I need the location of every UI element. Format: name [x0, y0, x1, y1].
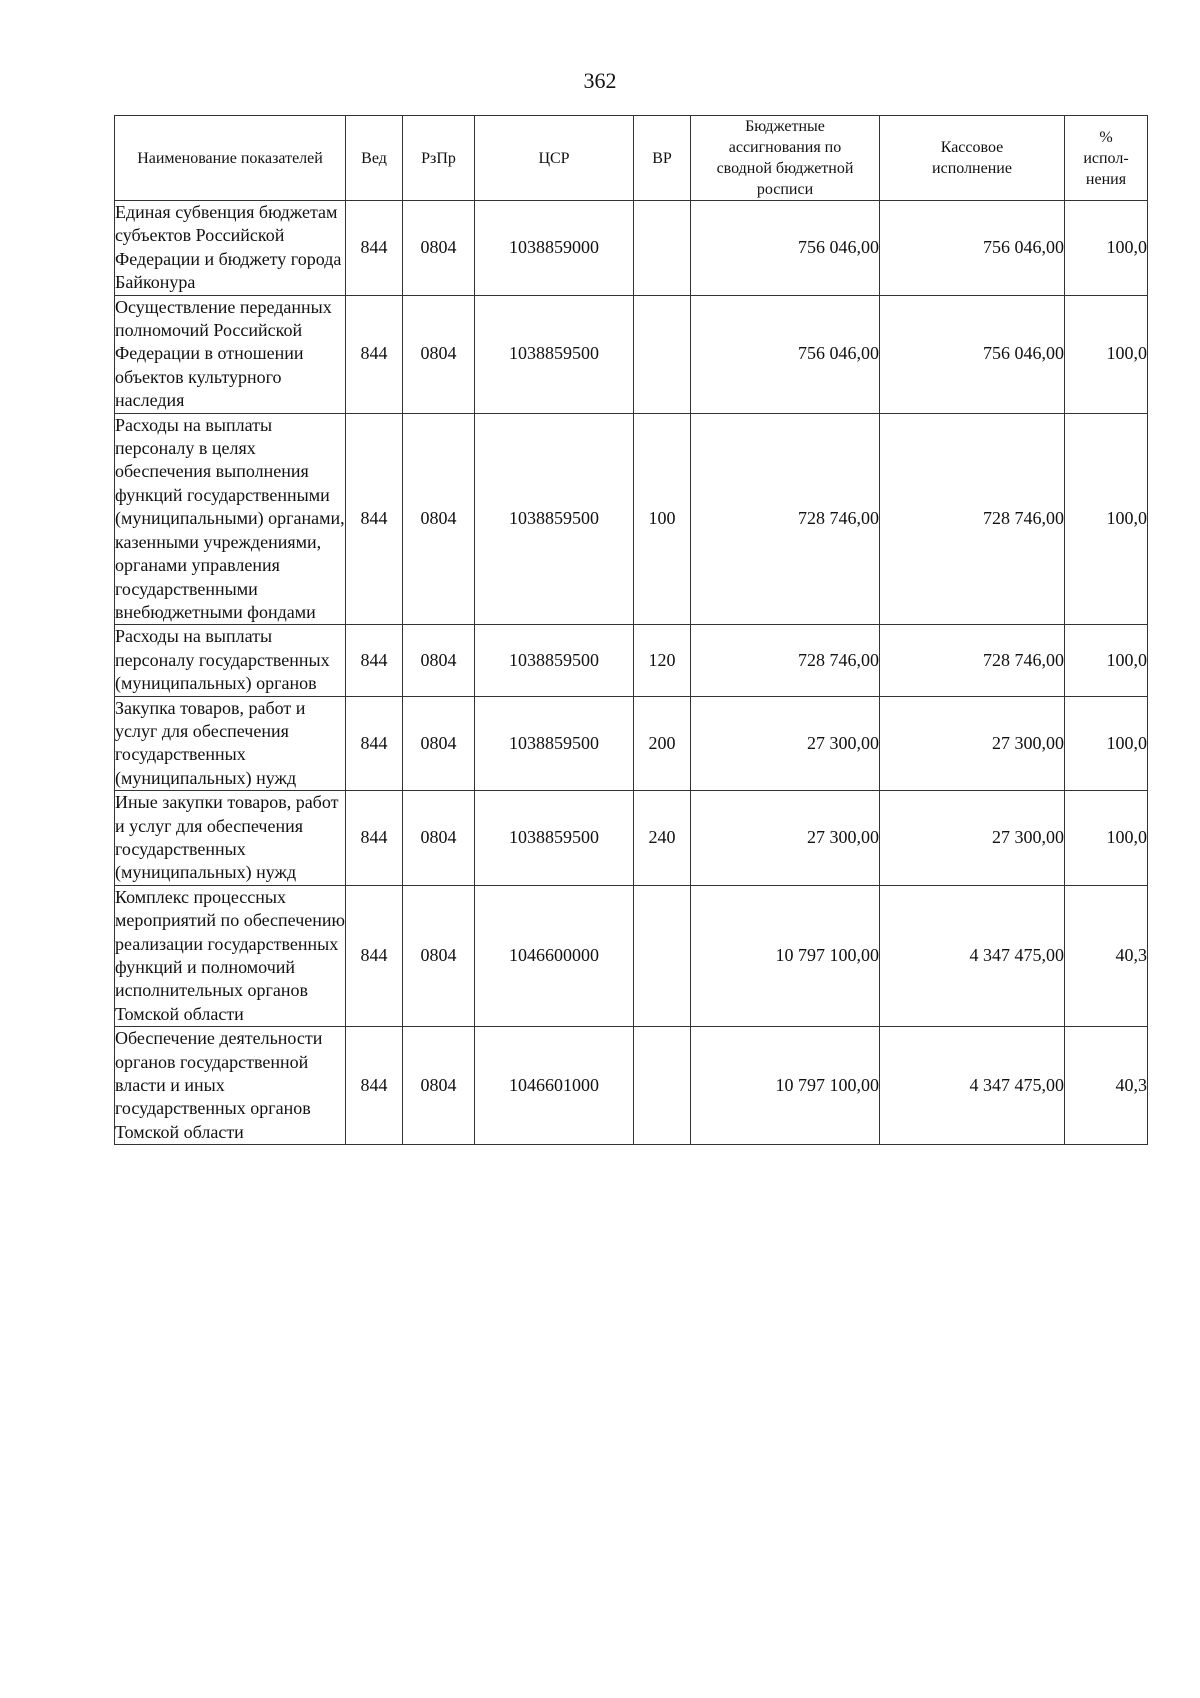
header-name: Наименование показателей	[115, 116, 346, 201]
row-cash: 27 300,00	[880, 791, 1065, 886]
row-budget: 27 300,00	[691, 791, 880, 886]
row-vr: 100	[634, 413, 691, 625]
row-pct: 100,0	[1065, 696, 1148, 791]
budget-execution-table	[114, 115, 1148, 1145]
row-name: Закупка товаров, работ и услуг для обеспечения государственных (муниципальных) нужд	[115, 696, 346, 791]
row-name: Расходы на выплаты персоналу государственных (муниципальных) органов	[115, 625, 346, 696]
row-pct: 100,0	[1065, 201, 1148, 296]
row-cash: 756 046,00	[880, 295, 1065, 413]
row-ved: 844	[346, 295, 403, 413]
table-row	[115, 1027, 1148, 1145]
row-csr: 1038859500	[475, 413, 634, 625]
header-cash: Кассовое исполнение	[880, 116, 1065, 201]
row-rzpr: 0804	[403, 1027, 475, 1145]
row-rzpr: 0804	[403, 625, 475, 696]
row-vr	[634, 295, 691, 413]
row-rzpr: 0804	[403, 791, 475, 886]
row-ved: 844	[346, 1027, 403, 1145]
row-ved: 844	[346, 201, 403, 296]
row-ved: 844	[346, 885, 403, 1026]
row-name: Иные закупки товаров, работ и услуг для обеспечения государственных (муниципальных) нужд	[115, 791, 346, 886]
row-budget: 756 046,00	[691, 201, 880, 296]
row-ved: 844	[346, 625, 403, 696]
header-vr: ВР	[634, 116, 691, 201]
row-pct: 100,0	[1065, 413, 1148, 625]
row-name: Расходы на выплаты персоналу в целях обеспечения выполнения функций государственными (муниципальными) органами, казенными учреждениями, органами управления государственными внебюджетными фондами	[115, 413, 346, 625]
header-csr: ЦСР	[475, 116, 634, 201]
table-row	[115, 791, 1148, 886]
row-name: Комплекс процессных мероприятий по обеспечению реализации государственных функций и полномочий исполнительных органов Томской области	[115, 885, 346, 1026]
header-ved: Вед	[346, 116, 403, 201]
row-cash: 756 046,00	[880, 201, 1065, 296]
row-budget: 728 746,00	[691, 625, 880, 696]
row-pct: 100,0	[1065, 791, 1148, 886]
row-csr: 1038859500	[475, 625, 634, 696]
row-csr: 1038859500	[475, 791, 634, 886]
row-pct: 40,3	[1065, 885, 1148, 1026]
row-ved: 844	[346, 696, 403, 791]
row-csr: 1046601000	[475, 1027, 634, 1145]
row-csr: 1038859000	[475, 201, 634, 296]
table-row	[115, 413, 1148, 625]
row-pct: 40,3	[1065, 1027, 1148, 1145]
row-rzpr: 0804	[403, 885, 475, 1026]
row-csr: 1038859500	[475, 696, 634, 791]
row-budget: 756 046,00	[691, 295, 880, 413]
row-vr	[634, 885, 691, 1026]
row-cash: 728 746,00	[880, 625, 1065, 696]
row-csr: 1046600000	[475, 885, 634, 1026]
row-pct: 100,0	[1065, 625, 1148, 696]
row-vr	[634, 1027, 691, 1145]
row-budget: 10 797 100,00	[691, 885, 880, 1026]
table-row	[115, 295, 1148, 413]
row-pct: 100,0	[1065, 295, 1148, 413]
row-name: Единая субвенция бюджетам субъектов Российской Федерации и бюджету города Байконура	[115, 201, 346, 296]
row-rzpr: 0804	[403, 696, 475, 791]
table-header-row	[115, 116, 1148, 201]
row-ved: 844	[346, 791, 403, 886]
row-csr: 1038859500	[475, 295, 634, 413]
table-row	[115, 696, 1148, 791]
row-vr: 240	[634, 791, 691, 886]
row-cash: 728 746,00	[880, 413, 1065, 625]
row-vr	[634, 201, 691, 296]
row-cash: 27 300,00	[880, 696, 1065, 791]
table-row	[115, 625, 1148, 696]
row-cash: 4 347 475,00	[880, 885, 1065, 1026]
table-row	[115, 201, 1148, 296]
row-budget: 728 746,00	[691, 413, 880, 625]
header-pct: % испол-нения	[1065, 116, 1148, 201]
header-rzpr: РзПр	[403, 116, 475, 201]
row-vr: 200	[634, 696, 691, 791]
header-budget: Бюджетные ассигнования по сводной бюджетной росписи	[691, 116, 880, 201]
row-ved: 844	[346, 413, 403, 625]
row-rzpr: 0804	[403, 413, 475, 625]
row-cash: 4 347 475,00	[880, 1027, 1065, 1145]
row-budget: 27 300,00	[691, 696, 880, 791]
row-name: Осуществление переданных полномочий Российской Федерации в отношении объектов культурного наследия	[115, 295, 346, 413]
row-budget: 10 797 100,00	[691, 1027, 880, 1145]
table-row	[115, 885, 1148, 1026]
page-number: 362	[583, 68, 617, 93]
row-rzpr: 0804	[403, 201, 475, 296]
row-vr: 120	[634, 625, 691, 696]
row-name: Обеспечение деятельности органов государственной власти и иных государственных органов Томской области	[115, 1027, 346, 1145]
row-rzpr: 0804	[403, 295, 475, 413]
